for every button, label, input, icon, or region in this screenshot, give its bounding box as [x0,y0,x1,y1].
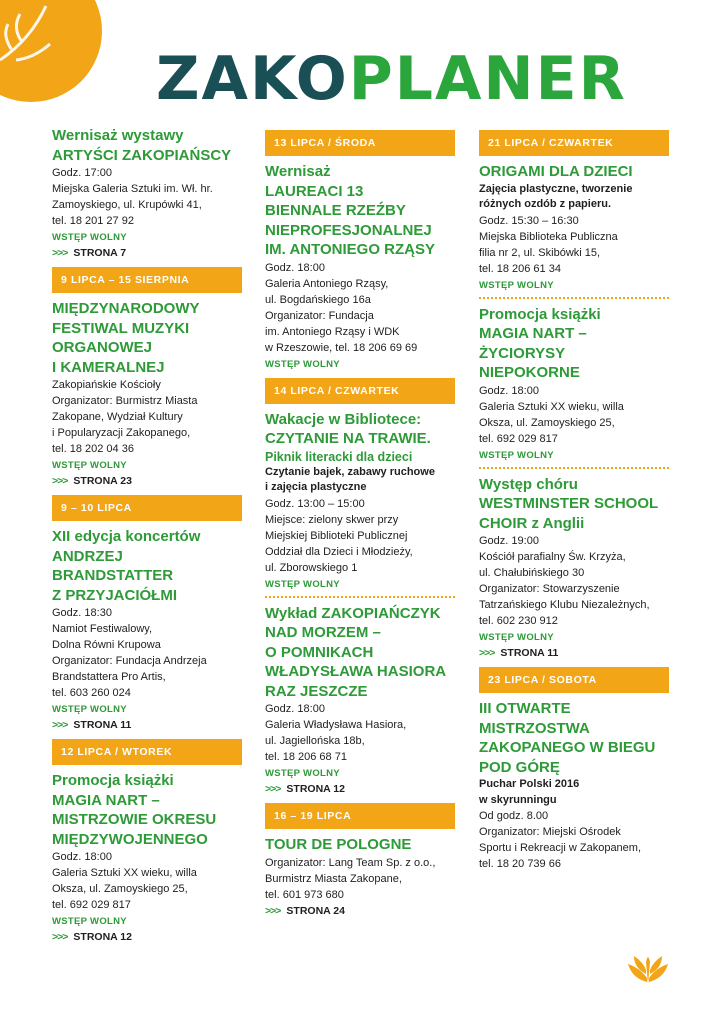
free-entry-label: WSTĘP WOLNY [479,632,554,643]
column-3 [479,124,669,876]
page-reference-text: STRONA 12 [286,783,345,795]
event-description-line: i zajęcia plastyczne [265,481,367,493]
free-entry-label: WSTĘP WOLNY [265,358,340,370]
event-title-line: ZAKOPANEGO W BIEGU [479,739,656,756]
page-reference-text: STRONA 23 [73,475,132,487]
event-description [265,465,455,496]
event-title [479,305,669,383]
event-title-line: Wykład ZAKOPIAŃCZYK [265,604,441,622]
event-description [479,777,669,808]
event-details: Godz. 18:00 Galeria Władysława Hasiora, ul. Jagiellońska 18b, tel. 18 206 68 71 [265,703,407,763]
event-title-line: WŁADYSŁAWA HASIORA [265,663,447,680]
event-title [52,771,242,849]
event-details: Godz. 19:00 Kościół parafialny Św. Krzyża, ul. Chałubińskiego 30 Organizator: Stowarzyszenie Tatrzańskiego Klubu Niezależnych, tel. 602 230 912 [479,535,650,627]
event-details: Godz. 18:00 Galeria Antoniego Rząsy, ul. Bogdańskiego 16a Organizator: Fundacja im. Antoniego Rząsy i WDK w Rzeszowie, tel. 18 206 69 69 [265,261,418,354]
event-title [52,126,242,165]
page-reference [52,717,242,733]
event-item [52,297,242,489]
page-reference [52,245,242,261]
event-item [479,160,669,293]
event-title-line: IM. ANTONIEGO RZĄSY [265,241,436,258]
event-title-line: CHOIR z Anglii [479,514,585,532]
event-title [265,604,455,702]
chevron-right-icon: >>> [52,247,68,259]
free-entry-label: WSTĘP WOLNY [52,704,127,715]
event-title [52,299,242,377]
event-title-line: Promocja książki [52,772,174,789]
page-reference [479,645,669,661]
event-title-line: NIEPROFESJONALNEJ [265,221,432,239]
page-reference-text: STRONA 24 [286,904,345,917]
event-title-line: POD GÓRĘ [479,758,560,776]
event-title-line: MIĘDZYNARODOWY [52,300,200,317]
event-title-line: Wernisaż wystawy [52,127,184,144]
masthead-part-zako: ZAKO [156,44,349,114]
chevron-right-icon: >>> [265,904,281,917]
page-number-badge [0,0,102,102]
event-description-line: Zajęcia plastyczne, tworzenie [479,182,633,195]
date-band: 12 LIPCA / WTOREK [52,739,242,765]
event-title-line: Wakacje w Bibliotece: [265,410,422,428]
event-description-line: w skyrunningu [479,793,557,806]
event-title [52,527,242,605]
event-details: Godz. 18:00 Galeria Sztuki XX wieku, willa Oksza, ul. Zamoyskiego 25, tel. 692 029 817 [479,384,624,445]
chevron-right-icon: >>> [265,783,281,795]
date-band: 9 LIPCA – 15 SIERPNIA [52,267,242,293]
event-details: Od godz. 8.00 Organizator: Miejski Ośrodek Sportu i Rekreacji w Zakopanem, tel. 18 20 739 66 [479,810,642,870]
event-title-line: ORGANOWEJ [52,339,153,356]
free-entry-label: WSTĘP WOLNY [52,460,127,471]
event-title-line: WESTMINSTER SCHOOL [479,495,659,512]
masthead-logo [156,44,627,114]
chevron-right-icon: >>> [479,647,495,659]
event-title-line: Promocja książki [479,305,601,323]
event-description-line: Puchar Polski 2016 [479,778,580,790]
chevron-right-icon: >>> [52,719,68,731]
event-details: Organizator: Lang Team Sp. z o.o., Burmistrz Miasta Zakopane, tel. 601 973 680 [265,856,436,901]
event-title-line: TOUR DE POLOGNE [265,836,412,853]
event-details: Zakopiańskie Kościoły Organizator: Burmistrz Miasta Zakopane, Wydział Kultury i Popularyzacji Zakopanego, tel. 18 202 04 36 [52,379,198,455]
page-reference [52,473,242,489]
free-entry-label: WSTĘP WOLNY [52,916,127,927]
free-entry-label: WSTĘP WOLNY [479,449,554,461]
masthead-part-planer: PLANER [348,44,627,114]
date-band: 14 LIPCA / CZWARTEK [265,378,455,404]
event-details: Godz. 13:00 – 15:00 Miejsce: zielony skwer przy Miejskiej Biblioteki Publicznej Oddział dla Dzieci i Młodzieży, ul. Zborowskiego 1 [265,497,413,574]
page-reference-text: STRONA 7 [73,247,127,259]
event-title [479,162,669,182]
event-details: Godz. 18:00 Galeria Sztuki XX wieku, willa Oksza, ul. Zamoyskiego 25, tel. 692 029 817 [52,851,197,911]
event-item [479,467,669,662]
event-title-line: Z PRZYJACIÓŁMI [52,586,178,604]
event-title-line: LAUREACI 13 [265,182,364,200]
event-title-line: MISTRZOSTWA [479,719,590,737]
event-item [265,160,455,372]
free-entry-label: WSTĘP WOLNY [265,578,340,590]
event-item [52,124,242,261]
event-description-line: Czytanie bajek, zabawy ruchowe [265,465,435,478]
wheat-icon [0,0,80,80]
event-item [479,297,669,463]
column-1 [52,124,242,949]
event-title-line: MIĘDZYWOJENNEGO [52,830,208,848]
event-item [479,697,669,872]
wheat-corner-icon [626,944,670,988]
page-number [0,0,8,2]
page-reference [265,781,455,797]
event-title-line: BIENNALE RZEŹBY [265,202,406,219]
date-band: 21 LIPCA / CZWARTEK [479,130,669,156]
event-item [52,769,242,945]
event-title-line: ANDRZEJ BRANDSTATTER [52,547,174,584]
page-reference [52,929,242,945]
event-item [52,525,242,733]
event-title-line: NAD MORZEM – [265,624,381,641]
date-band: 23 LIPCA / SOBOTA [479,667,669,693]
event-title-line: RAZ JESZCZE [265,682,368,700]
column-2 [265,124,455,923]
event-title-line: ŻYCIORYSY NIEPOKORNE [479,344,580,381]
event-details: Godz. 15:30 – 16:30 Miejska Biblioteka Publiczna filia nr 2, ul. Skibówki 15, tel. 18 206 61 34 [479,214,618,275]
event-title [265,162,455,260]
date-band: 13 LIPCA / ŚRODA [265,130,455,156]
event-title [479,475,669,534]
event-title [479,699,669,777]
chevron-right-icon: >>> [52,475,68,487]
free-entry-label: WSTĘP WOLNY [52,232,127,243]
event-title [265,410,455,449]
chevron-right-icon: >>> [52,931,68,943]
event-description [479,182,669,213]
date-band: 16 – 19 LIPCA [265,803,455,829]
event-title-line: ORIGAMI DLA DZIECI [479,163,633,180]
event-title-line: Występ chóru [479,475,578,493]
page-reference-text: STRONA 12 [73,931,132,943]
event-title-line: FESTIWAL MUZYKI [52,319,190,337]
event-item [265,596,455,798]
event-title-line: III OTWARTE [479,700,571,717]
event-item [265,833,455,919]
event-title-line: MAGIA NART – [479,325,587,342]
event-title-line: XII edycja koncertów [52,528,201,545]
event-details: Godz. 18:30 Namiot Festiwalowy, Dolna Równi Krupowa Organizator: Fundacja Andrzeja Brandstattera Pro Artis, tel. 603 260 024 [52,607,207,699]
event-title-line: MAGIA NART – [52,791,160,809]
event-title-line: ARTYŚCI ZAKOPIAŃSCY [52,146,232,164]
event-title-line: CZYTANIE NA TRAWIE. [265,430,431,447]
event-title-line: Wernisaż [265,163,331,180]
event-title-line: O POMNIKACH [265,643,374,661]
free-entry-label: WSTĘP WOLNY [265,768,340,779]
event-details: Godz. 17:00 Miejska Galeria Sztuki im. Wł. hr. Zamoyskiego, ul. Krupówki 41, tel. 18 201 27 92 [52,167,213,227]
date-band: 9 – 10 LIPCA [52,495,242,521]
event-item [265,408,455,592]
event-description-line: różnych ozdób z papieru. [479,198,612,210]
page-reference [265,903,455,919]
free-entry-label: WSTĘP WOLNY [479,279,554,291]
page-reference-text: STRONA 11 [500,647,559,659]
event-title-line: I KAMERALNEJ [52,358,165,376]
event-title [265,835,455,855]
page-reference-text: STRONA 11 [73,719,132,731]
event-title-line: MISTRZOWIE OKRESU [52,811,217,828]
event-subtitle: Piknik literacki dla dzieci [265,449,413,464]
